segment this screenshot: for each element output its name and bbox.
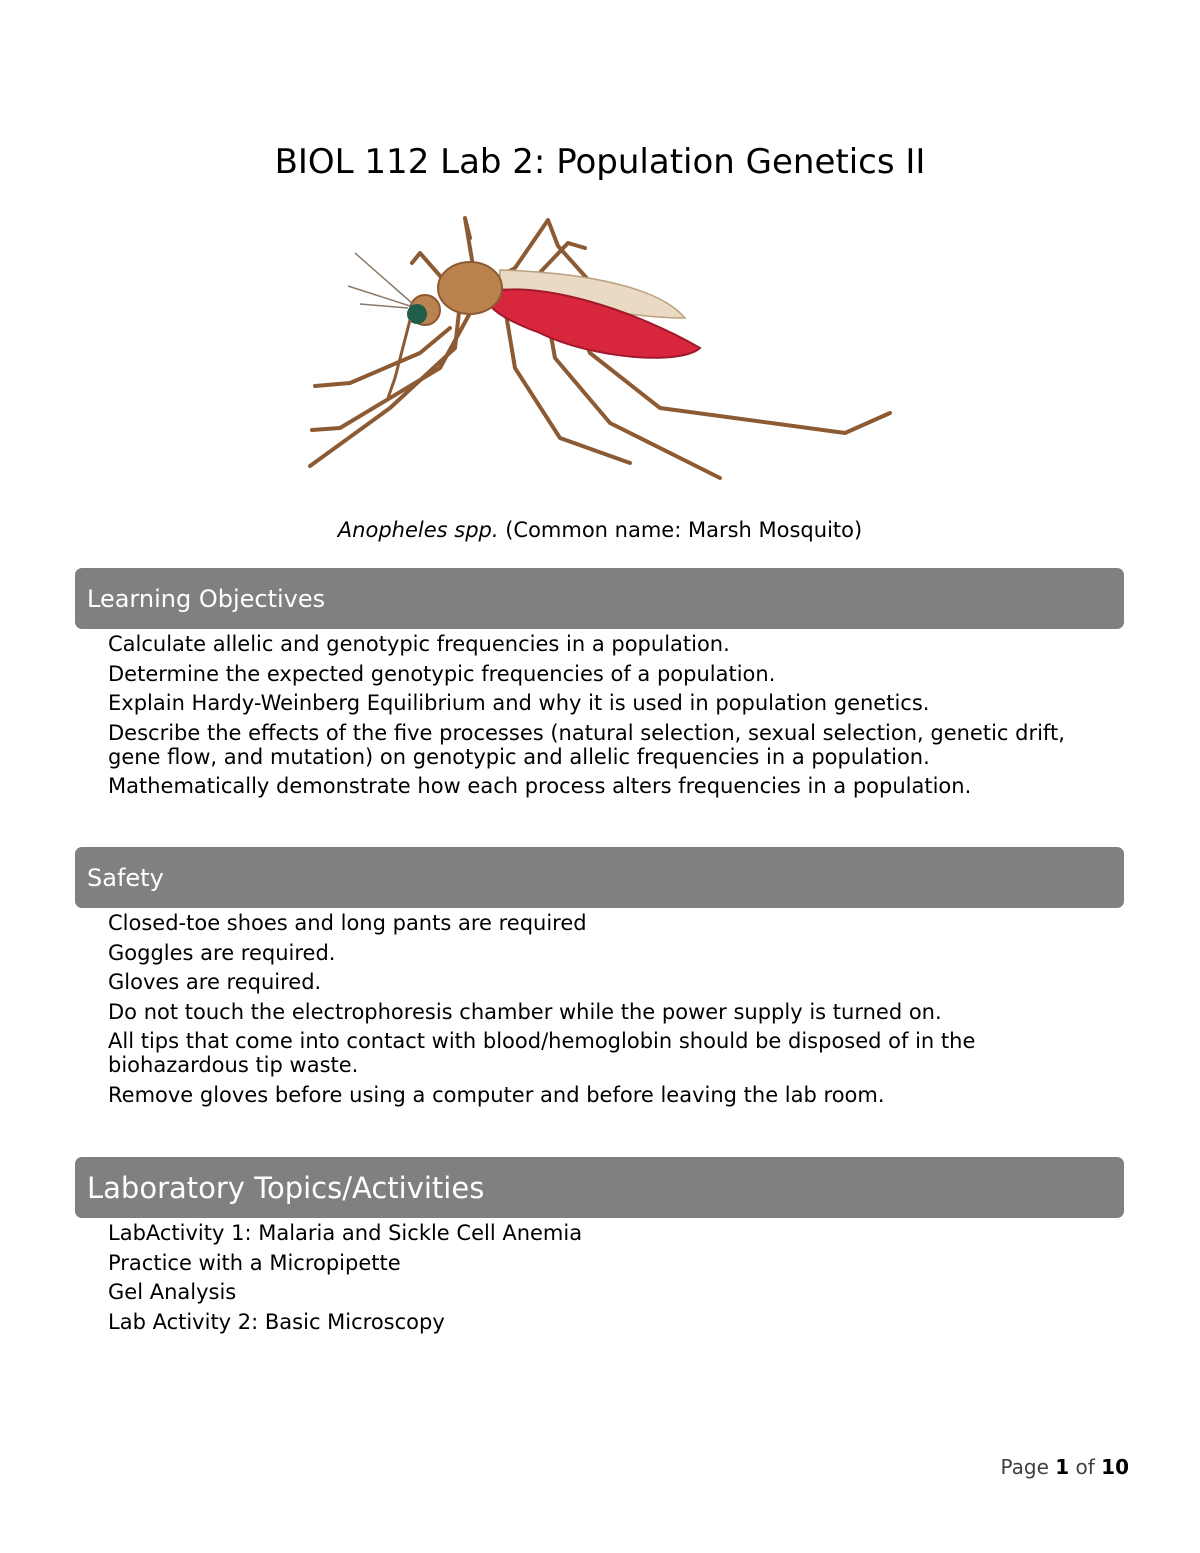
page-total: 10 bbox=[1101, 1455, 1129, 1479]
caption-common-name: (Common name: Marsh Mosquito) bbox=[505, 518, 863, 542]
caption-scientific-name: Anopheles spp. bbox=[337, 518, 499, 542]
section-heading: Safety bbox=[87, 863, 164, 892]
list-item: LabActivity 1: Malaria and Sickle Cell Anemia bbox=[108, 1221, 583, 1245]
list-item: Do not touch the electrophoresis chamber while the power supply is turned on. bbox=[108, 999, 942, 1024]
page-current: 1 bbox=[1055, 1455, 1070, 1479]
section-heading: Learning Objectives bbox=[87, 584, 326, 613]
figure-caption bbox=[0, 518, 1200, 542]
list-item: Closed-toe shoes and long pants are required bbox=[108, 911, 587, 935]
page-number bbox=[1000, 1455, 1129, 1479]
section-header-laboratory-topics bbox=[75, 1157, 1124, 1218]
of-word: of bbox=[1075, 1455, 1095, 1479]
list-item: Goggles are required. bbox=[108, 940, 336, 965]
laboratory-topics-list bbox=[108, 1221, 1108, 1339]
list-item: Lab Activity 2: Basic Microscopy bbox=[108, 1309, 445, 1334]
page-word: Page bbox=[1000, 1455, 1049, 1479]
section-header-learning-objectives bbox=[75, 568, 1124, 629]
safety-list bbox=[108, 911, 1108, 1112]
list-item: All tips that come into contact with blood/hemoglobin should be disposed of in the biohazardous tip waste. bbox=[108, 1029, 976, 1077]
leg bbox=[315, 328, 450, 386]
list-item: Practice with a Micropipette bbox=[108, 1250, 401, 1275]
thorax bbox=[438, 262, 502, 314]
list-item: Remove gloves before using a computer and before leaving the lab room. bbox=[108, 1082, 885, 1107]
learning-objectives-list bbox=[108, 632, 1108, 804]
section-header-safety bbox=[75, 847, 1124, 908]
list-item: Explain Hardy-Weinberg Equilibrium and why it is used in population genetics. bbox=[108, 691, 930, 715]
list-item: Gel Analysis bbox=[108, 1280, 237, 1304]
list-item: Gloves are required. bbox=[108, 970, 322, 994]
section-heading: Laboratory Topics/Activities bbox=[87, 1170, 485, 1205]
document-title: BIOL 112 Lab 2: Population Genetics II bbox=[274, 142, 926, 182]
list-item: Mathematically demonstrate how each process alters frequencies in a population. bbox=[108, 774, 972, 798]
list-item: Describe the effects of the five processes (natural selection, sexual selection, genetic drift, gene flow, and mutation) on genotypic and allelic frequencies in a population. bbox=[108, 720, 1065, 769]
list-item: Determine the expected genotypic frequencies of a population. bbox=[108, 661, 776, 686]
list-item: Calculate allelic and genotypic frequencies in a population. bbox=[108, 632, 730, 656]
mosquito-illustration bbox=[300, 208, 900, 490]
